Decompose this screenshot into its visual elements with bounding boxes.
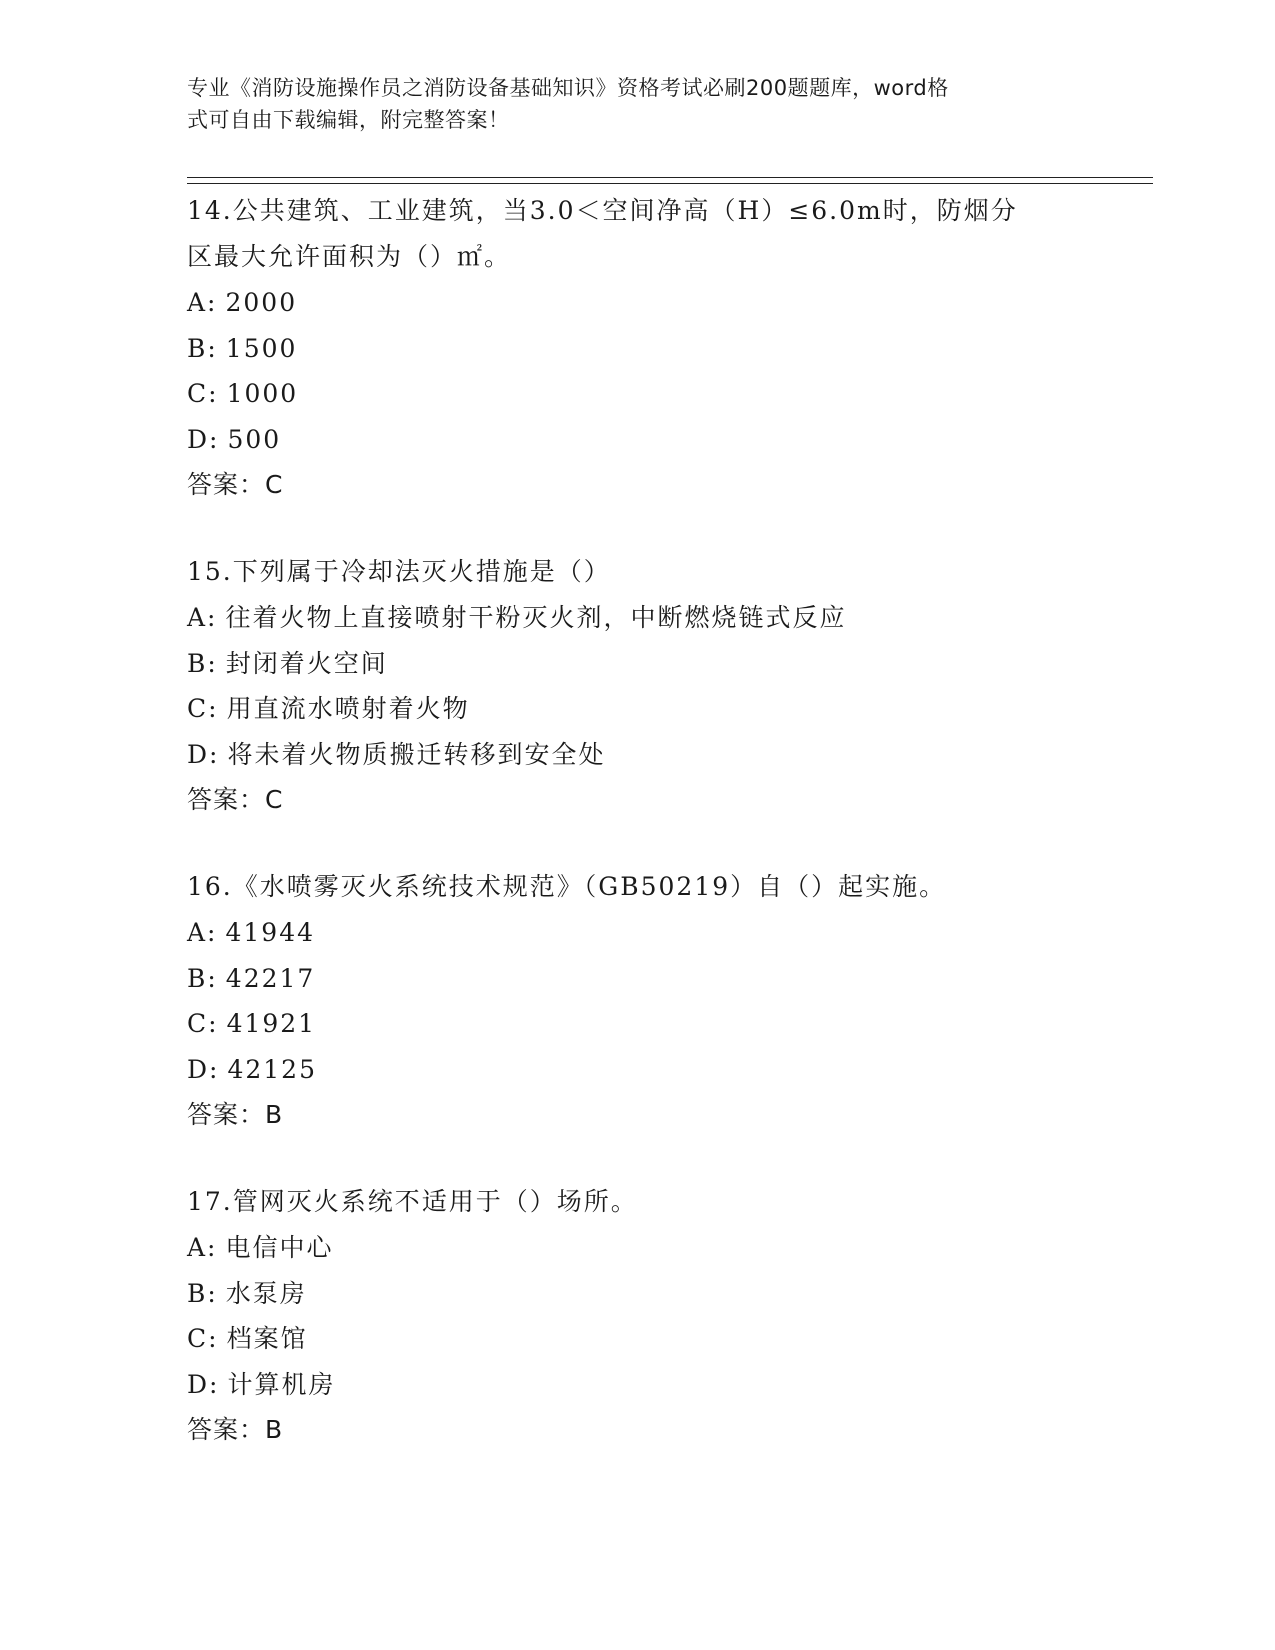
option-text: 500 [227, 424, 282, 454]
question-stem-continued: 区最大允许面积为（）㎡。 [187, 242, 512, 271]
header-line-1: 专业《消防设施操作员之消防设备基础知识》资格考试必刷200题题库，word格 [187, 76, 949, 100]
spacer [187, 1137, 1087, 1179]
option-c [187, 686, 1087, 732]
option-d [187, 1047, 1087, 1093]
option-d [187, 1362, 1087, 1408]
option-b [187, 641, 1087, 687]
answer-line: 答案：B [187, 1415, 284, 1444]
answer-line: 答案：B [187, 1100, 284, 1129]
option-text: 42217 [225, 963, 316, 993]
document-header [187, 72, 1067, 136]
question-stem: 15.下列属于冷却法灭火措施是（） [187, 557, 611, 586]
option-letter: A: [187, 603, 218, 632]
option-text: 41944 [225, 918, 316, 947]
question-list [187, 188, 1087, 1452]
option-b [187, 956, 1087, 1002]
option-letter: B: [187, 963, 218, 993]
spacer [187, 822, 1087, 864]
header-divider-bottom [187, 183, 1153, 184]
option-letter: D: [187, 1054, 220, 1084]
option-text: 电信中心 [225, 1233, 334, 1262]
option-text: 1000 [226, 379, 299, 408]
option-letter: C: [187, 379, 219, 408]
option-letter: D: [187, 739, 220, 769]
option-b [187, 326, 1087, 372]
option-letter: C: [187, 694, 219, 723]
option-a [187, 910, 1087, 956]
option-d [187, 417, 1087, 463]
answer-line: 答案：C [187, 470, 284, 499]
option-text: 计算机房 [227, 1369, 336, 1399]
option-c [187, 1001, 1087, 1047]
spacer [187, 507, 1087, 549]
option-letter: A: [187, 1233, 218, 1262]
question-stem: 16.《水喷雾灭火系统技术规范》（GB50219）自（）起实施。 [187, 872, 947, 901]
answer-line: 答案：C [187, 785, 284, 814]
option-text: 封闭着火空间 [225, 648, 388, 678]
option-text: 1500 [225, 333, 298, 363]
option-c [187, 1316, 1087, 1362]
option-text: 用直流水喷射着火物 [226, 694, 470, 723]
option-d [187, 732, 1087, 778]
option-letter: A: [187, 918, 218, 947]
option-letter: B: [187, 333, 218, 363]
question-16 [187, 864, 1087, 1137]
option-letter: D: [187, 424, 220, 454]
option-a [187, 280, 1087, 326]
header-divider-top [187, 177, 1153, 178]
option-a [187, 1225, 1087, 1271]
option-b [187, 1271, 1087, 1317]
option-text: 42125 [227, 1054, 317, 1084]
option-letter: B: [187, 1278, 218, 1308]
option-text: 将未着火物质搬迁转移到安全处 [227, 739, 606, 769]
option-text: 往着火物上直接喷射干粉灭火剂，中断燃烧链式反应 [225, 603, 847, 632]
option-text: 41921 [226, 1009, 317, 1038]
option-text: 档案馆 [226, 1324, 308, 1353]
question-14 [187, 188, 1087, 507]
option-letter: B: [187, 648, 218, 678]
header-line-2: 式可自由下载编辑，附完整答案！ [187, 108, 510, 132]
question-17 [187, 1179, 1087, 1452]
option-c [187, 371, 1087, 417]
question-15 [187, 549, 1087, 822]
option-letter: D: [187, 1369, 220, 1399]
option-text: 2000 [225, 288, 298, 317]
option-a [187, 595, 1087, 641]
option-letter: C: [187, 1324, 219, 1353]
option-text: 水泵房 [225, 1278, 307, 1308]
option-letter: C: [187, 1009, 219, 1038]
question-stem: 17.管网灭火系统不适用于（）场所。 [187, 1187, 638, 1216]
option-letter: A: [187, 288, 218, 317]
question-stem: 14.公共建筑、工业建筑，当3.0＜空间净高（H）≤6.0m时，防烟分 [187, 196, 1018, 225]
